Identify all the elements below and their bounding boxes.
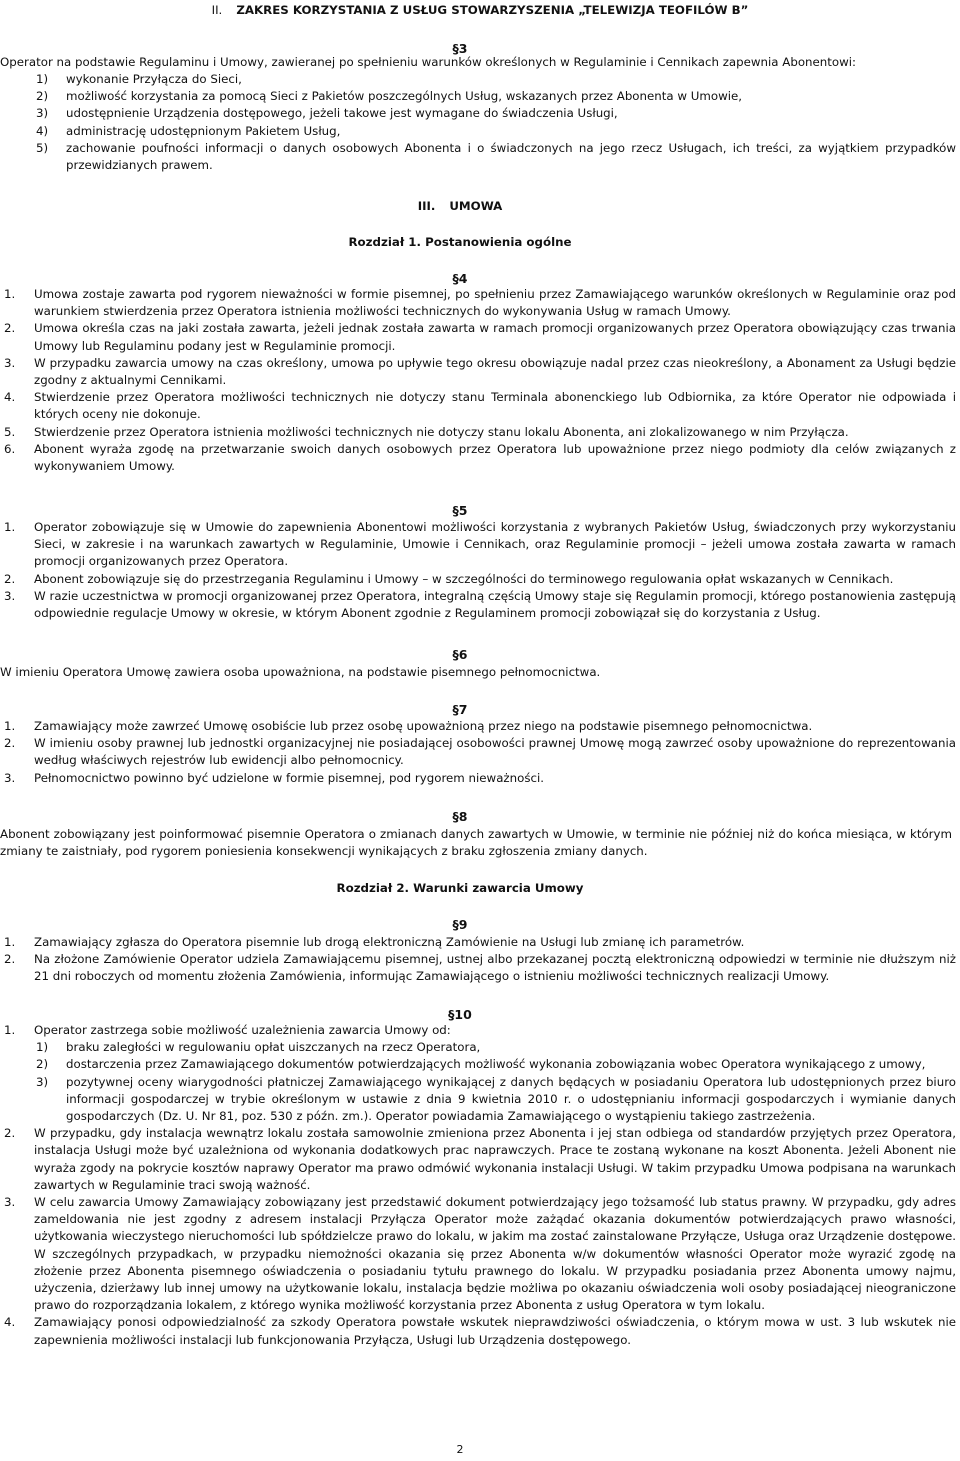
s9-list — [4, 934, 956, 986]
paragraph-mark: §7 — [452, 702, 468, 717]
section-title: UMOWA — [449, 199, 503, 213]
list-item: 2. W przypadku, gdy instalacja wewnątrz lokalu została samowolnie zmieniona przez Abonenta i jej stan odbiega od standardów przyjętych przez Operatora, instalacja Usługi może być uzależniona od wykonania dodatkowych prac naprawczych. Prace te zostaną wykonane na koszt Abonenta. Jeżeli Abonent nie wyraża zgody na pokrycie kosztów naprawy Operator ma prawo odmówić wykonania instalacji Usługi. W takim przypadku Umowa podpisana na warunkach zawartych w Regulaminie traci swoją ważność. — [4, 1126, 956, 1192]
list-item: 3. Pełnomocnictwo powinno być udzielone w formie pisemnej, pod rygorem nieważności. — [4, 770, 544, 785]
list-item: 2. Umowa określa czas na jaki została zawarta, jeżeli jednak została zawarta w ramach promocji organizowanych przez Operatora obowiązujący czas trwania Umowy lub Regulaminu podany jest w Regulaminie promocji. — [4, 321, 956, 353]
section-number: II. — [211, 3, 223, 17]
s5-list — [4, 519, 956, 622]
list-item: 1. Zamawiający może zawrzeć Umowę osobiście lub przez osobę upoważnioną przez niego na podstawie pisemnego pełnomocnictwa. — [4, 719, 813, 733]
list-item: 1. Operator zastrzega sobie możliwość uzależnienia zawarcia Umowy od: 1) braku zaległości w regulowaniu opłat uiszczanych na rzecz Operatora, 2) dostarczenia przez Zamawiającego dokumentów potwierdzających możliwość wykonania zobowiązania wobec Operatora wynikającego z umowy, 3) pozytywnej oceny wiarygodności płatniczej Zamawiającego wynikającej z danych będących w posiadaniu Operatora lub udostępnionych przez biuro informacji gospodarczej w trybie określonym w ustawie z dnia 9 kwietnia 2010 r. o udostępnianiu informacji gospodarczych i wymianie danych gospodarczych (Dz. U. Nr 81, poz. 530 z późn. zm.). Operator powiadamia Zamawiającego o wystąpieniu takiego zastrzeżenia. — [4, 1022, 956, 1125]
sub-list-item: 1) braku zaległości w regulowaniu opłat uiszczanych na rzecz Operatora, — [36, 1040, 481, 1055]
chapter-heading-1: Rozdział 1. Postanowienia ogólne — [348, 235, 572, 249]
list-item: 1. Zamawiający zgłasza do Operatora pisemnie lub drogą elektroniczną Zamówienie na Usługi lub zmianę ich parametrów. — [4, 935, 745, 949]
list-item: 4. Zamawiający ponosi odpowiedzialność za szkody Operatora powstałe wskutek nieprawdziwości oświadczenia, o którym mowa w ust. 3 lub wskutek nie zapewnienia możliwości instalacji lub funkcjonowania Przyłącza, Usługi lub Urządzenia dostępowego. — [4, 1315, 956, 1347]
list-item: 3. W przypadku zawarcia umowy na czas określony, umowa po upływie tego okresu obowiązuje nadal przez czas nieokreślony, a Abonament za Usługi będzie zgodny z aktualnymi Cennikami. — [4, 355, 956, 388]
s6-text: W imieniu Operatora Umowę zawiera osoba upoważniona, na podstawie pisemnego pełnomocnictwa. — [0, 665, 601, 679]
list-item: 3) udostępnienie Urządzenia dostępowego, jeżeli takowe jest wymagane do świadczenia Usługi, — [36, 106, 618, 121]
s3-intro: Operator na podstawie Regulaminu i Umowy, zawieranej po spełnieniu warunków określonych w Regulaminie i Cennikach zapewnia Abonentowi: — [0, 55, 856, 69]
s8-text: Abonent zobowiązany jest poinformować pisemnie Operatora o zmianach danych zawartych w Umowie, w terminie nie później niż do końca miesiąca, w którym zmiany te zaistniały, pod rygorem poniesienia konsekwencji wynikających z braku zgłoszenia zmiany danych. — [0, 827, 952, 859]
section-title: ZAKRES KORZYSTANIA Z USŁUG STOWARZYSZENIA „TELEWIZJA TEOFILÓW B” — [236, 3, 749, 17]
list-item: 1. Umowa zostaje zawarta pod rygorem nieważności w formie pisemnej, po spełnieniu przez Zamawiającego warunków określonych w Regulaminie oraz pod warunkiem stwierdzenia przez Operatora istnienia możliwości technicznych do wykonywania Usług w ramach Umowy. — [4, 287, 956, 319]
list-item: 2) możliwość korzystania za pomocą Sieci z Pakietów poszczególnych Usług, wskazanych przez Abonenta w Umowie, — [36, 89, 743, 104]
paragraph-mark: §6 — [452, 647, 468, 662]
list-item: 1. Operator zobowiązuje się w Umowie do zapewnienia Abonentowi możliwości korzystania z wybranych Pakietów Usług, świadczonych przy wykorzystaniu Sieci, w zakresie i na warunkach zawartych w Regulaminie, Umowie i Cennikach, oraz Regulaminie promocji – jeżeli umowa została zawarta w ramach promocji organizowanych przez Operatora. — [4, 520, 956, 569]
list-item: 3. W razie uczestnictwa w promocji organizowanej przez Operatora, integralną częścią Umowy staje się Regulamin promocji, którego postanowienia zastępują odpowiednie regulacje Umowy w okresie, w którym Abonent zgodnie z Regulaminem promocji zobowiązał się do korzystania z Usług. — [4, 588, 956, 621]
list-item: 1) wykonanie Przyłącza do Sieci, — [36, 72, 242, 86]
paragraph-mark: §10 — [448, 1007, 472, 1022]
list-item: 4) administrację udostępnionym Pakietem Usług, — [36, 123, 341, 138]
section-heading-iii — [0, 198, 920, 215]
list-item: 4. Stwierdzenie przez Operatora możliwości technicznych nie dotyczy stanu Terminala abonenckiego lub Odbiornika, za które Operator nie odpowiada i których oceny nie dokonuje. — [4, 390, 956, 422]
section-heading-ii — [0, 2, 960, 19]
paragraph-mark: §5 — [452, 503, 468, 518]
list-item: 3. W celu zawarcia Umowy Zamawiający zobowiązany jest przedstawić dokument potwierdzający jego tożsamość lub status prawny. W przypadku, gdy adres zameldowania nie jest zgodny z adresem instalacji Przyłącza Operator może zażądać okazania dokumentów potwierdzających prawo własności, użytkowania wieczystego nieruchomości lub spółdzielcze prawo do lokalu, w jakim ma zostać zainstalowane Przyłącze, Usługa oraz Urządzenie dostępowe. W szczególnych przypadkach, w przypadku niemożności okazania się przez Abonenta w/w dokumentów własności Operator może wyrazić zgodę na złożenie przez Abonenta pisemnego oświadczenia o posiadaniu tytułu prawnego do lokalu. W przypadku posiadania przez Abonenta umowy najmu, użyczenia, dzierżawy lub innej umowy na użytkowanie lokalu, instalacja będzie możliwa po okazaniu oświadczenia woli osoby posiadającej nieograniczone prawo do rozporządzania lokalem, z którego wynika możliwość korzystania przez Abonenta z usług Operatora w tym lokalu. — [4, 1195, 956, 1313]
paragraph-mark: §9 — [452, 917, 468, 932]
paragraph-mark: §4 — [452, 271, 468, 286]
list-item: 5. Stwierdzenie przez Operatora istnienia możliwości technicznych nie dotyczy stanu lokalu Abonenta, ani zlokalizowanego w nim Przyłącza. — [4, 424, 849, 439]
paragraph-mark: §3 — [452, 41, 468, 56]
list-item: 2. Abonent zobowiązuje się do przestrzegania Regulaminu i Umowy – w szczególności do terminowego regulowania opłat wskazanych w Cennikach. — [4, 571, 894, 586]
list-item: 5) zachowanie poufności informacji o danych osobowych Abonenta i o świadczonych na jego rzecz Usługach, ich treści, za wyjątkiem przypadków przewidzianych prawem. — [36, 140, 956, 173]
paragraph-mark: §8 — [452, 809, 468, 824]
chapter-heading-2: Rozdział 2. Warunki zawarcia Umowy — [336, 881, 584, 895]
s4-list — [4, 286, 956, 475]
list-item: 2. W imieniu osoby prawnej lub jednostki organizacyjnej nie posiadającej osobowości prawnej Umowę mogą zawrzeć osoby upoważnione do reprezentowania według właściwych rejestrów lub ewidencji albo pełnomocnicy. — [4, 736, 956, 768]
s10-list — [4, 1022, 956, 1349]
sub-list-item: 2) dostarczenia przez Zamawiającego dokumentów potwierdzających możliwość wykonania zobowiązania wobec Operatora wynikającego z umowy, — [36, 1057, 926, 1072]
list-item: 6. Abonent wyraża zgodę na przetwarzanie swoich danych osobowych przez Operatora lub upoważnione przez niego podmioty dla celów związanych z wykonywaniem Umowy. — [4, 441, 956, 474]
sub-list-item: 3) pozytywnej oceny wiarygodności płatniczej Zamawiającego wynikającej z danych będących w posiadaniu Operatora lub udostępnionych przez biuro informacji gospodarczej w trybie określonym w ustawie z dnia 9 kwietnia 2010 r. o udostępnianiu informacji gospodarczych i wymianie danych gospodarczych (Dz. U. Nr 81, poz. 530 z późn. zm.). Operator powiadamia Zamawiającego o wystąpieniu takiego zastrzeżenia. — [36, 1074, 956, 1124]
section-number: III. — [417, 199, 436, 213]
s3-list — [4, 71, 956, 174]
list-item: 2. Na złożone Zamówienie Operator udziela Zamawiającemu pisemnej, ustnej albo przekazanej pocztą elektroniczną odpowiedzi w terminie nie dłuższym niż 21 dni roboczych od momentu złożenia Zamówienia, informując Zamawiającego o istnieniu możliwości technicznych realizacji Umowy. — [4, 952, 956, 984]
page-number: 2 — [456, 1443, 464, 1456]
s7-list — [4, 718, 956, 787]
